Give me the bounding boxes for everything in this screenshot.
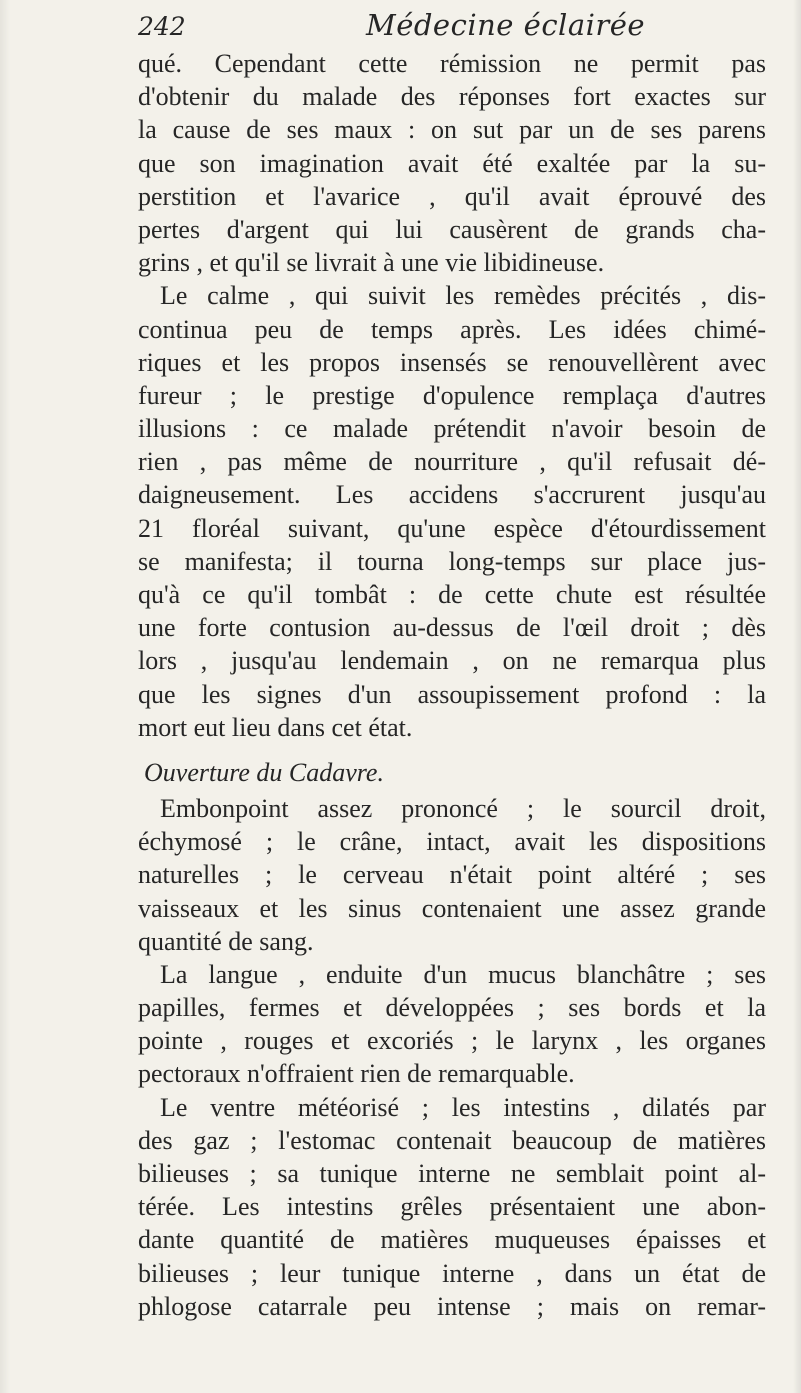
paragraph (138, 1091, 766, 1323)
text-line: rien , pas même de nourriture , qu'il refusait dé- (138, 447, 766, 477)
text-line: pertes d'argent qui lui causèrent de grands cha- (138, 214, 766, 244)
text-line: daigneusement. Les accidens s'accrurent jusqu'au (138, 480, 766, 510)
page-header (130, 8, 770, 42)
text-line: pointe , rouges et excoriés ; le larynx , les organes (138, 1026, 766, 1056)
paragraph (138, 279, 766, 744)
text-line: lors , jusqu'au lendemain , on ne remarqua plus (138, 646, 766, 676)
text-line: échymosé ; le crâne, intact, avait les dispositions (138, 827, 766, 857)
text-line: bilieuses ; sa tunique interne ne semblait point al- (138, 1159, 766, 1188)
paragraph (138, 47, 766, 279)
text-line: d'obtenir du malade des réponses fort exactes sur (138, 82, 766, 112)
page-gutter-shadow (0, 0, 10, 1393)
text-line: pectoraux n'offraient rien de remarquable. (138, 1059, 575, 1089)
body-text (138, 47, 766, 1323)
text-line: qu'à ce qu'il tombât : de cette chute est résultée (138, 580, 766, 609)
text-line: grins , et qu'il se livrait à une vie libidineuse. (138, 248, 605, 278)
text-line: riques et les propos insensés se renouvellèrent avec (138, 347, 766, 377)
paragraph (138, 792, 766, 958)
text-line: se manifesta; il tourna long-temps sur place jus- (138, 546, 766, 576)
text-line: Le ventre météorisé ; les intestins , dilatés par (160, 1092, 766, 1122)
text-line: que les signes d'un assoupissement profond : la (138, 679, 766, 709)
text-line: perstition et l'avarice , qu'il avait éprouvé des (138, 181, 766, 211)
text-line: quantité de sang. (138, 926, 314, 956)
text-line: une forte contusion au-dessus de l'œil droit ; dès (138, 613, 766, 643)
text-line: La langue , enduite d'un mucus blanchâtre ; ses (160, 959, 766, 989)
section-title: Ouverture du Cadavre. (144, 757, 384, 787)
text-line: mort eut lieu dans cet état. (138, 712, 413, 742)
paragraph (138, 958, 766, 1091)
text-line: naturelles ; le cerveau n'était point altéré ; ses (138, 860, 766, 890)
text-line: que son imagination avait été exaltée par la su- (138, 148, 766, 178)
text-line: papilles, fermes et développées ; ses bords et la (138, 993, 766, 1023)
text-line: la cause de ses maux : on sut par un de ses parens (138, 115, 766, 145)
text-line: 21 floréal suivant, qu'une espèce d'étourdissement (138, 513, 766, 543)
text-line: des gaz ; l'estomac contenait beaucoup de matières (138, 1125, 766, 1155)
text-line: dante quantité de matières muqueuses épaisses et (138, 1225, 766, 1255)
text-line: qué. Cependant cette rémission ne permit pas (138, 49, 766, 78)
running-title: Médecine éclairée (366, 8, 646, 42)
text-line: vaisseaux et les sinus contenaient une assez grande (138, 893, 766, 923)
text-line: illusions : ce malade prétendit n'avoir besoin de (138, 414, 766, 444)
text-line: Le calme , qui suivit les remèdes précités , dis- (160, 281, 766, 311)
text-line: fureur ; le prestige d'opulence remplaça d'autres (138, 380, 766, 410)
text-line: bilieuses ; leur tunique interne , dans un état de (138, 1258, 766, 1288)
text-line: continua peu de temps après. Les idées chimé- (138, 314, 766, 344)
text-line: Embonpoint assez prononcé ; le sourcil droit, (160, 793, 766, 823)
text-line: térée. Les intestins grêles présentaient une abon- (138, 1192, 766, 1222)
page-edge-shadow (793, 0, 801, 1393)
text-line: phlogose catarrale peu intense ; mais on remar- (138, 1291, 766, 1321)
page-number: 242 (138, 12, 186, 41)
